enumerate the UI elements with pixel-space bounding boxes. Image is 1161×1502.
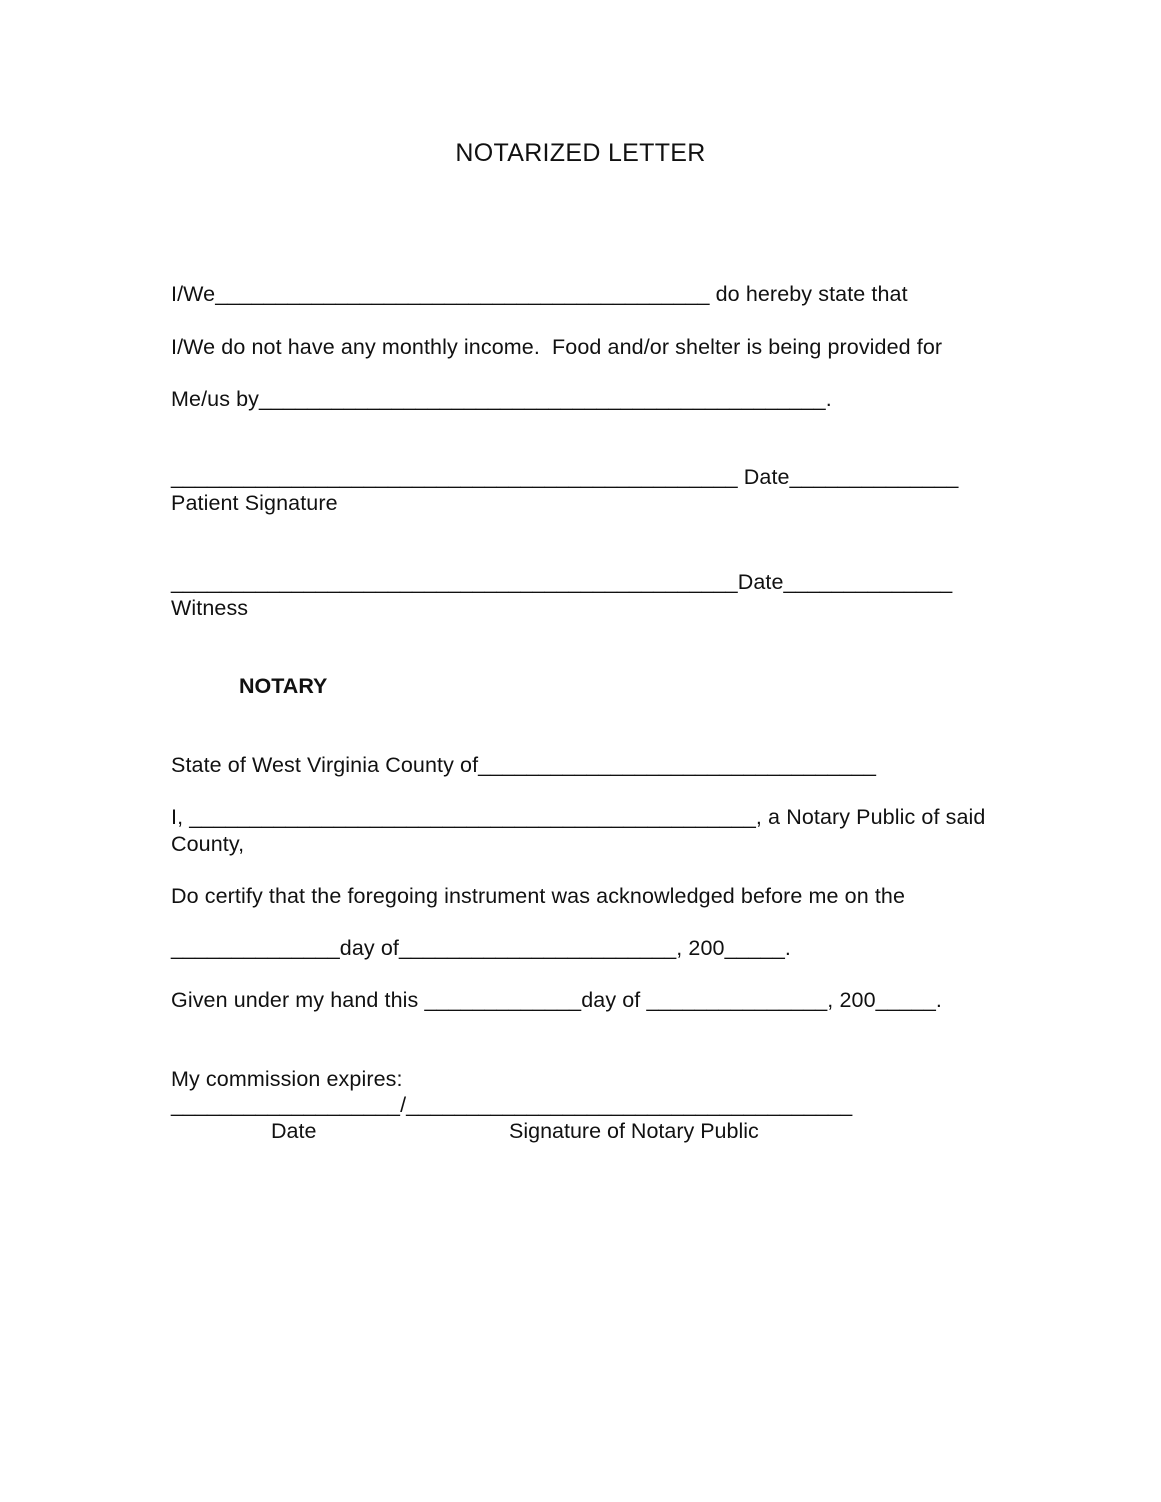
notary-name-line: I, _______________________________________________, a Notary Public of said: [171, 805, 986, 829]
statement-line-2: I/We do not have any monthly income. Food and/or shelter is being provided for: [171, 335, 943, 359]
witness-label: Witness: [171, 596, 249, 620]
statement-line-3: Me/us by_______________________________________________.: [171, 387, 832, 411]
commission-expires-label: My commission expires:: [171, 1067, 403, 1091]
statement-line-1: I/We_________________________________________ do hereby state that: [171, 282, 908, 306]
witness-signature-line: _______________________________________________Date______________: [171, 570, 953, 594]
notary-county-line: County,: [171, 832, 245, 856]
commission-signature-line: ___________________/_____________________________________: [171, 1093, 853, 1117]
patient-signature-label: Patient Signature: [171, 491, 338, 515]
notary-heading: NOTARY: [239, 674, 328, 698]
commission-date-label: Date: [271, 1119, 317, 1143]
state-county-line: State of West Virginia County of_________________________________: [171, 753, 877, 777]
patient-signature-line: _______________________________________________ Date______________: [171, 465, 959, 489]
notary-signature-label: Signature of Notary Public: [509, 1119, 759, 1143]
acknowledged-day-line: ______________day of_______________________, 200_____.: [171, 936, 791, 960]
given-under-hand-line: Given under my hand this _____________day of _______________, 200_____.: [171, 988, 942, 1012]
document-title: NOTARIZED LETTER: [455, 139, 706, 167]
certify-line: Do certify that the foregoing instrument was acknowledged before me on the: [171, 884, 906, 908]
